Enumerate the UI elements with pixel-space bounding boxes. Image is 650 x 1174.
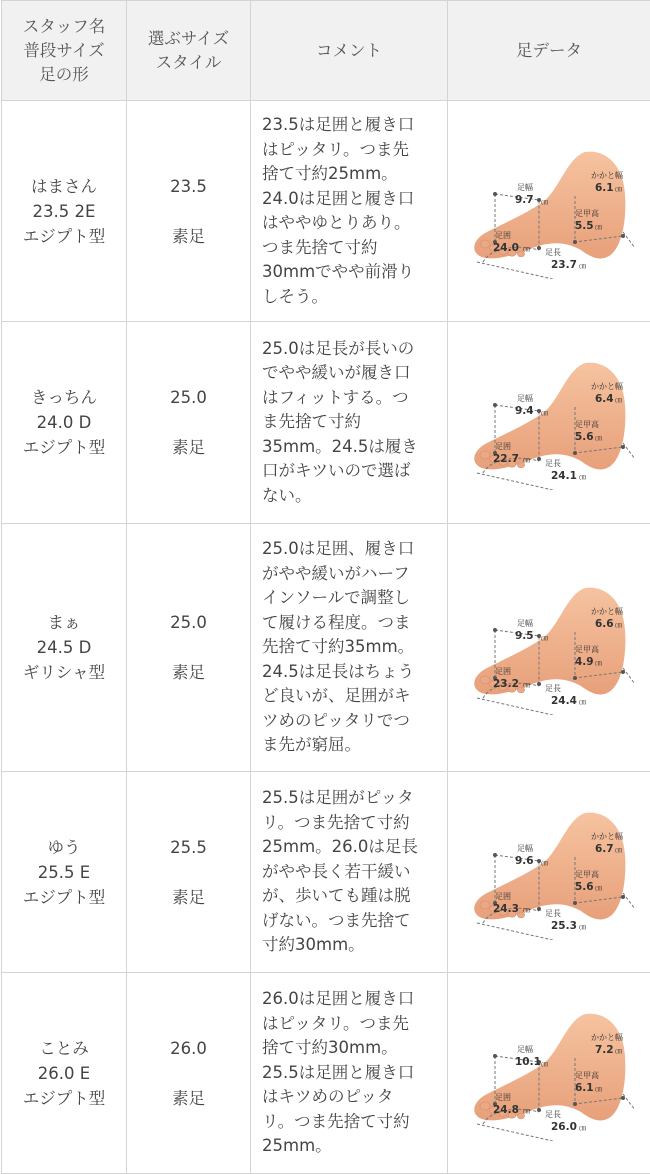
value-instep: 5.6 [575, 880, 594, 893]
chosen-size: 23.5 [170, 176, 207, 196]
unit-width: ㎝ [541, 409, 548, 417]
header-footdata: 足データ [448, 1, 650, 101]
value-length: 25.3 [551, 919, 577, 932]
measure-point [621, 670, 625, 674]
unit-instep: ㎝ [595, 222, 602, 231]
comment-cell [251, 524, 448, 772]
unit-girth: ㎝ [523, 905, 530, 914]
measure-point [537, 1108, 541, 1112]
comment-line: はややゆとりあり。 [262, 213, 411, 232]
comment-line: 先捨て寸約35mm。 [262, 637, 415, 657]
measure-point [537, 457, 541, 461]
value-width: 9.6 [515, 854, 534, 867]
label-width: 足幅 [517, 394, 533, 403]
label-width: 足幅 [517, 182, 533, 192]
measure-point [493, 628, 497, 632]
comment-cell [251, 973, 448, 1174]
comment-line: 30mmでやや前滑り [262, 262, 415, 281]
unit-width: ㎝ [541, 197, 548, 206]
unit-length: ㎝ [579, 473, 586, 481]
value-girth: 24.0 [493, 241, 519, 254]
label-heel-width: かかと幅 [591, 170, 623, 180]
value-girth: 24.8 [493, 1103, 519, 1116]
heel-guide [623, 443, 635, 459]
toe-shape [480, 451, 490, 459]
size-comparison-table [1, 0, 650, 1174]
measure-point [621, 445, 625, 449]
comment-cell [251, 772, 448, 973]
unit-width: ㎝ [541, 1059, 548, 1068]
comment-line: がやや長く若干緩い [262, 861, 411, 881]
style: 素足 [172, 226, 205, 246]
label-width: 足幅 [517, 619, 533, 628]
size-cell [127, 101, 251, 322]
style: 素足 [172, 887, 205, 907]
staff-shape: ギリシャ型 [22, 663, 106, 682]
staff-row [2, 524, 650, 772]
value-length: 24.1 [551, 470, 577, 482]
label-instep: 足甲高 [575, 645, 599, 654]
staff-shape: エジプト型 [22, 226, 106, 246]
staff-name: きっちん [31, 388, 97, 407]
comment-line: ツめのピッタリでつ [262, 710, 410, 730]
value-heel-width: 7.2 [595, 1043, 614, 1056]
label-length: 足長 [545, 1109, 561, 1119]
comment-line: ど良いが、足囲がキ [262, 686, 411, 706]
label-girth: 足囲 [495, 442, 511, 451]
comment-line: 24.0は足囲と履き口 [262, 188, 415, 208]
staff-name: はまさん [31, 176, 97, 196]
heel-guide [623, 668, 635, 684]
header-staff-line-3: 足の形 [39, 64, 89, 84]
comment-line: 25.0は足長が長いの [262, 338, 415, 358]
comment-line: げない。つま先捨て [262, 910, 411, 930]
comment-line: はピッタリ。つま先 [262, 139, 410, 159]
measure-point [537, 246, 541, 250]
header-choose-line-2: スタイル [155, 52, 222, 72]
comment-line: 35mm。24.5は履き [262, 436, 418, 456]
value-length: 26.0 [551, 1120, 577, 1133]
comment-line: ない。 [262, 485, 312, 505]
comment-cell [251, 101, 448, 322]
value-length: 23.7 [551, 258, 577, 271]
style: 素足 [172, 1088, 205, 1108]
unit-girth: ㎝ [523, 681, 530, 689]
label-instep: 足甲高 [575, 869, 599, 879]
staff-cell [2, 322, 127, 524]
measure-point [621, 234, 625, 238]
unit-girth: ㎝ [523, 244, 530, 253]
value-instep: 5.5 [575, 219, 594, 232]
label-length: 足長 [545, 247, 561, 257]
value-heel-width: 6.1 [595, 181, 614, 194]
value-length: 24.4 [551, 695, 577, 707]
staff-usual: 23.5 2E [32, 201, 96, 221]
toe-shape [480, 240, 490, 248]
value-width: 9.4 [515, 405, 534, 417]
header-row [2, 1, 650, 101]
header-staff [2, 1, 127, 101]
unit-heel-width: ㎝ [615, 1046, 622, 1055]
comment-line: インソールで調整し [262, 588, 411, 608]
staff-usual: 24.5 D [36, 638, 92, 657]
foot-data-cell [448, 322, 650, 524]
value-instep: 4.9 [575, 656, 594, 668]
staff-usual: 25.5 E [37, 862, 91, 882]
heel-guide [623, 893, 635, 909]
value-girth: 23.2 [493, 678, 519, 690]
unit-heel-width: ㎝ [615, 396, 622, 404]
comment-line: リ。つま先捨て寸約 [262, 812, 410, 832]
style: 素足 [172, 663, 205, 682]
measure-point [621, 895, 625, 899]
style: 素足 [172, 438, 205, 457]
comment-line: 捨て寸約25mm。 [262, 164, 398, 183]
unit-girth: ㎝ [523, 1106, 530, 1115]
toe-shape [480, 1102, 490, 1110]
size-cell [127, 772, 251, 973]
header-staff-line-2: 普段サイズ [23, 40, 105, 60]
measure-point [537, 907, 541, 911]
value-girth: 24.3 [493, 902, 519, 915]
unit-heel-width: ㎝ [615, 845, 622, 854]
label-heel-width: かかと幅 [591, 607, 623, 616]
measure-point [493, 403, 497, 407]
value-heel-width: 6.6 [595, 618, 614, 630]
value-heel-width: 6.7 [595, 842, 614, 855]
comment-line: でやや緩いが履き口 [262, 363, 411, 383]
foot-data-cell [448, 973, 650, 1174]
comment-line: がやや緩いがハーフ [262, 563, 410, 583]
foot-data-cell [448, 524, 650, 772]
staff-row [2, 772, 650, 973]
comment-line: 寸約30mm。 [262, 935, 365, 955]
comment-line: はフィットする。つ [262, 387, 409, 407]
staff-usual: 26.0 E [37, 1063, 91, 1083]
label-heel-width: かかと幅 [591, 382, 623, 391]
unit-length: ㎝ [579, 261, 586, 270]
label-instep: 足甲高 [575, 1070, 599, 1080]
foot-diagram [463, 144, 635, 279]
measure-point [573, 1102, 577, 1106]
comment-line: 捨て寸約30mm。 [262, 1038, 398, 1058]
label-girth: 足囲 [495, 1092, 511, 1102]
comment-line: 25mm。 [262, 1136, 332, 1156]
header-choose [127, 1, 251, 101]
label-width: 足幅 [517, 843, 533, 853]
unit-width: ㎝ [541, 634, 548, 642]
header-choose-line-1: 選ぶサイズ [147, 28, 230, 48]
measure-point [573, 901, 577, 905]
unit-girth: ㎝ [523, 456, 530, 464]
measure-point [573, 676, 577, 680]
unit-length: ㎝ [579, 922, 586, 931]
chosen-size: 26.0 [170, 1038, 207, 1058]
label-instep: 足甲高 [575, 208, 599, 218]
label-length: 足長 [545, 684, 561, 693]
staff-row [2, 101, 650, 322]
staff-shape: エジプト型 [22, 438, 106, 457]
staff-shape: エジプト型 [22, 887, 106, 907]
measure-point [573, 240, 577, 244]
value-heel-width: 6.4 [595, 393, 614, 405]
comment-line: はキツめのピッタ [262, 1087, 394, 1107]
staff-usual: 24.0 D [36, 413, 92, 432]
comment-line: 25mm。26.0は足長 [262, 837, 418, 857]
measure-point [493, 1054, 497, 1058]
foot-diagram [463, 580, 635, 715]
comment-line: 25.5は足囲と履き口 [262, 1062, 415, 1082]
unit-heel-width: ㎝ [615, 621, 622, 629]
label-girth: 足囲 [495, 667, 511, 676]
value-width: 9.5 [515, 630, 534, 642]
comment-line: 26.0は足囲と履き口 [262, 989, 415, 1009]
staff-cell [2, 524, 127, 772]
comment-line: が、歩いても踵は脱 [262, 886, 411, 906]
staff-row [2, 322, 650, 524]
unit-instep: ㎝ [595, 883, 602, 892]
foot-diagram [463, 805, 635, 940]
header-comment: コメント [251, 1, 448, 101]
comment-line: ま先捨て寸約 [262, 412, 361, 432]
value-instep: 5.6 [575, 431, 594, 443]
header-staff-line-1: スタッフ名 [22, 16, 106, 36]
value-girth: 22.7 [493, 453, 519, 465]
foot-diagram [463, 1006, 635, 1141]
staff-cell [2, 973, 127, 1174]
chosen-size: 25.5 [170, 837, 207, 857]
foot-data-cell [448, 772, 650, 973]
staff-cell [2, 101, 127, 322]
heel-guide [623, 232, 635, 248]
comment-line: しそう。 [262, 286, 328, 306]
label-instep: 足甲高 [575, 420, 599, 429]
measure-point [621, 1096, 625, 1100]
value-width: 10.1 [515, 1055, 541, 1068]
label-girth: 足囲 [495, 891, 511, 901]
comment-line: 23.5は足囲と履き口 [262, 115, 415, 134]
staff-cell [2, 772, 127, 973]
comment-line: はピッタリ。つま先 [262, 1013, 410, 1033]
comment-line: 25.0は足囲、履き口 [262, 539, 415, 559]
chosen-size: 25.0 [170, 388, 207, 407]
staff-name: ゆう [47, 837, 81, 857]
unit-length: ㎝ [579, 698, 586, 706]
chosen-size: 25.0 [170, 613, 207, 632]
size-cell [127, 524, 251, 772]
unit-instep: ㎝ [595, 434, 602, 442]
toe-shape [480, 676, 490, 684]
staff-name: ことみ [39, 1038, 89, 1058]
measure-point [537, 682, 541, 686]
staff-row [2, 973, 650, 1174]
value-instep: 6.1 [575, 1081, 594, 1094]
label-heel-width: かかと幅 [591, 1032, 623, 1042]
comment-line: 口がキツいので選ば [262, 461, 411, 481]
toe-shape [480, 901, 490, 909]
label-heel-width: かかと幅 [591, 831, 623, 841]
comment-line: つま先捨て寸約 [262, 237, 378, 257]
unit-instep: ㎝ [595, 659, 602, 667]
label-length: 足長 [545, 908, 561, 918]
size-cell [127, 322, 251, 524]
size-cell [127, 973, 251, 1174]
comment-line: 24.5は足長はちょう [262, 661, 415, 681]
comment-line: リ。つま先捨て寸約 [262, 1111, 410, 1131]
staff-name: まぁ [47, 613, 81, 632]
unit-length: ㎝ [579, 1123, 586, 1132]
heel-guide [623, 1094, 635, 1110]
comment-cell [251, 322, 448, 524]
label-width: 足幅 [517, 1044, 533, 1054]
label-girth: 足囲 [495, 230, 511, 240]
value-width: 9.7 [515, 193, 534, 206]
comment-line: 25.5は足囲がピッタ [262, 788, 414, 808]
measure-point [573, 451, 577, 455]
foot-diagram [463, 355, 635, 490]
staff-shape: エジプト型 [22, 1088, 106, 1108]
unit-width: ㎝ [541, 858, 548, 867]
measure-point [493, 192, 497, 196]
comment-line: て履ける程度。つま [262, 612, 411, 632]
measure-point [493, 853, 497, 857]
foot-data-cell [448, 101, 650, 322]
label-length: 足長 [545, 459, 561, 468]
unit-heel-width: ㎝ [615, 184, 622, 193]
comment-line: ま先が窮屈。 [262, 735, 361, 755]
unit-instep: ㎝ [595, 1084, 602, 1093]
